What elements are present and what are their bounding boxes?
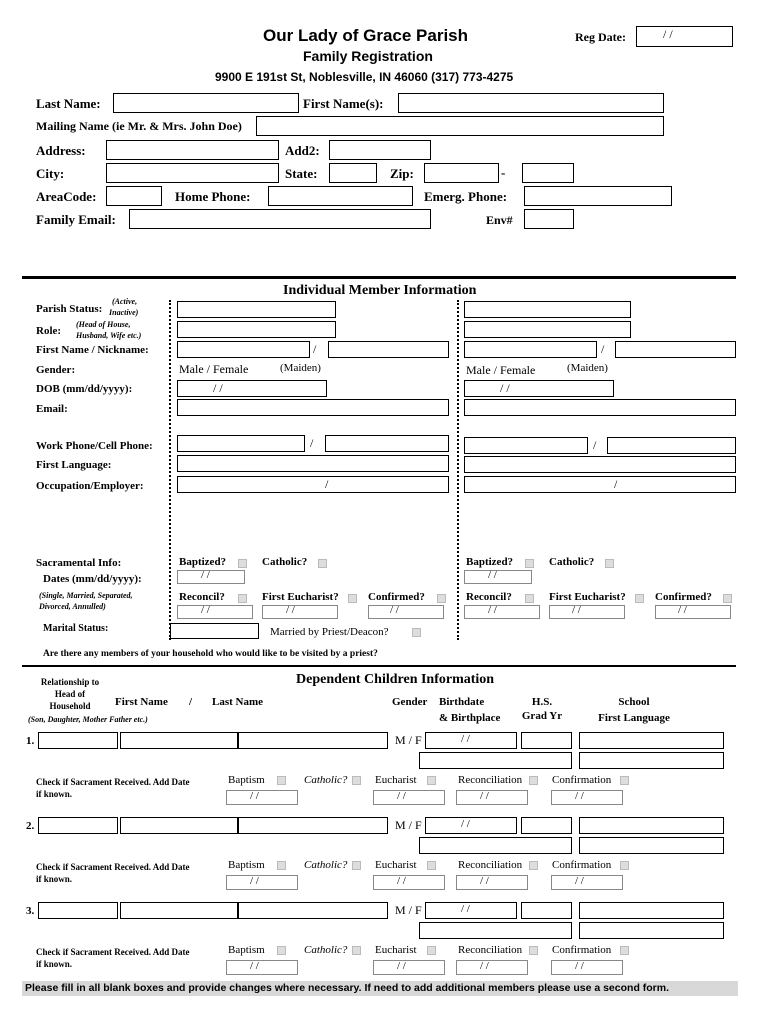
env-label: Env# — [486, 213, 513, 227]
child2-confirmation-date-sep: / / — [575, 875, 584, 887]
child2-birthplace-field[interactable] — [419, 837, 572, 854]
member2-confirmed-date-sep: / / — [678, 604, 687, 616]
family-email-label: Family Email: — [36, 212, 116, 227]
member2-eucharist-label: First Eucharist? — [549, 591, 626, 603]
member1-confirmed-date-field[interactable] — [368, 605, 444, 619]
member1-first-name-field[interactable] — [177, 341, 310, 358]
child2-number: 2. — [26, 820, 35, 832]
child3-confirmation-checkbox[interactable] — [620, 946, 629, 955]
emerg-phone-label: Emerg. Phone: — [424, 189, 508, 204]
zip-dash: - — [501, 165, 506, 180]
zip-ext-field[interactable] — [522, 163, 574, 183]
child2-catholic-label: Catholic? — [304, 859, 348, 871]
child1-birthdate-sep: / / — [461, 733, 470, 745]
area-code-label: AreaCode: — [36, 189, 97, 204]
individual-section-title: Individual Member Information — [283, 283, 477, 298]
member2-role-field[interactable] — [464, 321, 631, 338]
emerg-phone-field[interactable] — [524, 186, 672, 206]
child3-language-field[interactable] — [579, 922, 724, 939]
marital-status-field[interactable] — [170, 623, 259, 639]
member1-reconcil-checkbox[interactable] — [238, 594, 247, 603]
column-divider-middle — [457, 300, 459, 640]
child2-birthdate-sep: / / — [461, 818, 470, 830]
member1-eucharist-date-field[interactable] — [262, 605, 338, 619]
child1-eucharist-date-sep: / / — [397, 790, 406, 802]
child2-relationship-field[interactable] — [38, 817, 118, 834]
child3-eucharist-checkbox[interactable] — [427, 946, 436, 955]
name-slash-header: / — [189, 696, 193, 708]
mailing-name-label: Mailing Name (ie Mr. & Mrs. John Doe) — [36, 119, 242, 133]
occupation-label: Occupation/Employer: — [36, 480, 144, 492]
member2-confirmed-date-field[interactable] — [655, 605, 731, 619]
member1-confirmed-date-sep: / / — [390, 604, 399, 616]
member1-baptized-label: Baptized? — [179, 556, 227, 568]
child1-catholic-label: Catholic? — [304, 774, 348, 786]
member1-reconcil-label: Reconcil? — [179, 591, 225, 603]
child3-catholic-checkbox[interactable] — [352, 946, 361, 955]
child1-school-field[interactable] — [579, 732, 724, 749]
child2-baptism-date-sep: / / — [250, 875, 259, 887]
marital-hint-2: Divorced, Annulled) — [39, 602, 106, 611]
role-label: Role: — [36, 325, 62, 337]
member1-email-field[interactable] — [177, 399, 449, 416]
member1-confirmed-label: Confirmed? — [368, 591, 425, 603]
member2-reconcil-date-field[interactable] — [464, 605, 540, 619]
child2-reconciliation-date-field[interactable] — [456, 875, 528, 890]
member2-confirmed-label: Confirmed? — [655, 591, 712, 603]
child2-eucharist-checkbox[interactable] — [427, 861, 436, 870]
child1-baptism-checkbox[interactable] — [277, 776, 286, 785]
member1-reconcil-date-field[interactable] — [177, 605, 253, 619]
add2-label: Add2: — [285, 143, 320, 158]
child3-baptism-date-sep: / / — [250, 960, 259, 972]
home-phone-field[interactable] — [268, 186, 413, 206]
member1-role-field[interactable] — [177, 321, 336, 338]
role-hint-1: (Head of House, — [76, 320, 131, 329]
child2-reconciliation-checkbox[interactable] — [529, 861, 538, 870]
child2-eucharist-label: Eucharist — [375, 859, 417, 871]
child3-reconciliation-label: Reconciliation — [458, 944, 523, 956]
member1-baptized-date-sep: / / — [201, 569, 210, 581]
child1-first-name-field[interactable] — [120, 732, 238, 749]
member1-dob-separators: / / — [213, 381, 223, 395]
member1-gender-options[interactable]: Male / Female — [179, 362, 249, 376]
member2-work-phone-field[interactable] — [464, 437, 588, 454]
member2-occupation-field[interactable] — [464, 476, 736, 493]
member2-catholic-label: Catholic? — [549, 556, 595, 568]
column-divider-left — [169, 300, 171, 640]
relationship-header-2: Head of — [54, 689, 86, 699]
child1-baptism-date-field[interactable] — [226, 790, 298, 805]
member1-work-phone-field[interactable] — [177, 435, 305, 452]
child1-eucharist-label: Eucharist — [375, 774, 417, 786]
child1-reconciliation-label: Reconciliation — [458, 774, 523, 786]
first-nickname-label: First Name / Nickname: — [36, 344, 149, 356]
member2-reconcil-checkbox[interactable] — [525, 594, 534, 603]
address-field[interactable] — [106, 140, 279, 160]
section-divider-thick — [22, 276, 736, 279]
child3-school-field[interactable] — [579, 902, 724, 919]
child2-reconciliation-date-sep: / / — [480, 875, 489, 887]
child1-number: 1. — [26, 735, 35, 747]
child3-baptism-label: Baptism — [228, 944, 265, 956]
member2-confirmed-checkbox[interactable] — [723, 594, 732, 603]
member1-baptized-checkbox[interactable] — [238, 559, 247, 568]
member2-dob-separators: / / — [500, 381, 510, 395]
child1-confirmation-checkbox[interactable] — [620, 776, 629, 785]
role-hint-2: Husband, Wife etc.) — [76, 331, 142, 340]
dates-label: Dates (mm/dd/yyyy): — [43, 573, 142, 585]
marital-hint-1: (Single, Married, Separated, — [39, 591, 133, 600]
city-label: City: — [36, 166, 65, 181]
child1-confirmation-date-field[interactable] — [551, 790, 623, 805]
child3-catholic-label: Catholic? — [304, 944, 348, 956]
child2-language-field[interactable] — [579, 837, 724, 854]
child1-reconciliation-date-field[interactable] — [456, 790, 528, 805]
relationship-header-3: Household — [49, 701, 91, 711]
member1-language-field[interactable] — [177, 455, 449, 472]
member1-phone-slash: / — [310, 436, 314, 450]
child3-check-note-2: if known. — [36, 959, 73, 969]
dependents-section-title: Dependent Children Information — [296, 672, 495, 687]
member2-parish-status-field[interactable] — [464, 301, 631, 318]
child1-check-note-1: Check if Sacrament Received. Add Date — [36, 777, 190, 787]
child1-gender-options[interactable]: M / F — [395, 733, 422, 747]
school-header-2: First Language — [598, 712, 670, 724]
member1-catholic-checkbox[interactable] — [318, 559, 327, 568]
child2-confirmation-checkbox[interactable] — [620, 861, 629, 870]
relationship-header-1: Relationship to — [40, 677, 100, 687]
member1-name-slash: / — [313, 342, 317, 356]
child3-eucharist-label: Eucharist — [375, 944, 417, 956]
state-label: State: — [285, 166, 318, 181]
child1-confirmation-label: Confirmation — [552, 774, 612, 786]
child3-eucharist-date-sep: / / — [397, 960, 406, 972]
child2-baptism-date-field[interactable] — [226, 875, 298, 890]
child1-eucharist-date-field[interactable] — [373, 790, 445, 805]
home-phone-label: Home Phone: — [175, 189, 251, 204]
dob-label: DOB (mm/dd/yyyy): — [36, 383, 133, 395]
child3-relationship-field[interactable] — [38, 902, 118, 919]
member1-parish-status-field[interactable] — [177, 301, 336, 318]
member1-catholic-label: Catholic? — [262, 556, 308, 568]
member2-maiden-field[interactable] — [464, 380, 614, 397]
gender-header: Gender — [392, 696, 428, 708]
member2-eucharist-date-field[interactable] — [549, 605, 625, 619]
married-by-label: Married by Priest/Deacon? — [270, 626, 389, 638]
child2-birthdate-field[interactable] — [425, 817, 517, 834]
member2-language-field[interactable] — [464, 456, 736, 473]
child2-catholic-checkbox[interactable] — [352, 861, 361, 870]
child3-birthdate-field[interactable] — [425, 902, 517, 919]
child2-confirmation-date-field[interactable] — [551, 875, 623, 890]
birthdate-header-1: Birthdate — [439, 696, 485, 708]
child2-baptism-label: Baptism — [228, 859, 265, 871]
address-label: Address: — [36, 143, 86, 158]
child3-last-name-field[interactable] — [238, 902, 388, 919]
member2-reconcil-label: Reconcil? — [466, 591, 512, 603]
child2-last-name-field[interactable] — [238, 817, 388, 834]
child3-confirmation-date-field[interactable] — [551, 960, 623, 975]
child1-grad-year-field[interactable] — [521, 732, 572, 749]
child3-birthplace-field[interactable] — [419, 922, 572, 939]
add2-field[interactable] — [329, 140, 431, 160]
sacramental-label: Sacramental Info: — [36, 557, 122, 569]
member2-reconcil-date-sep: / / — [488, 604, 497, 616]
last-name-header: Last Name — [212, 696, 264, 708]
child3-baptism-checkbox[interactable] — [277, 946, 286, 955]
work-phone-label: Work Phone/Cell Phone: — [36, 440, 153, 452]
zip-label: Zip: — [390, 166, 414, 181]
visit-question: Are there any members of your household who would like to be visited by a priest? — [43, 649, 378, 659]
hs-header-1: H.S. — [531, 696, 553, 708]
parish-address: 9900 E 191st St, Noblesville, IN 46060 (317) 773-4275 — [215, 70, 514, 84]
child1-birthplace-field[interactable] — [419, 752, 572, 769]
child3-check-note-1: Check if Sacrament Received. Add Date — [36, 947, 190, 957]
parish-status-label: Parish Status: — [36, 303, 103, 315]
mailing-name-field[interactable] — [256, 116, 664, 136]
child1-baptism-label: Baptism — [228, 774, 265, 786]
member1-eucharist-label: First Eucharist? — [262, 591, 339, 603]
member2-eucharist-checkbox[interactable] — [635, 594, 644, 603]
first-names-field[interactable] — [398, 93, 664, 113]
member2-maiden-label: (Maiden) — [567, 362, 608, 374]
member2-baptized-date-sep: / / — [488, 569, 497, 581]
parish-status-hint-2: Inactive) — [109, 308, 139, 317]
first-language-label: First Language: — [36, 459, 112, 471]
child2-check-note-1: Check if Sacrament Received. Add Date — [36, 862, 190, 872]
child3-baptism-date-field[interactable] — [226, 960, 298, 975]
member1-maiden-field[interactable] — [177, 380, 327, 397]
page-subtitle: Family Registration — [303, 48, 433, 64]
child2-grad-year-field[interactable] — [521, 817, 572, 834]
last-name-label: Last Name: — [36, 96, 101, 111]
child3-gender-options[interactable]: M / F — [395, 903, 422, 917]
first-name-header: First Name — [115, 696, 168, 708]
gender-label: Gender: — [36, 364, 76, 376]
member2-occupation-slash: / — [614, 477, 618, 491]
child3-confirmation-label: Confirmation — [552, 944, 612, 956]
child3-eucharist-date-field[interactable] — [373, 960, 445, 975]
member1-cell-phone-field[interactable] — [325, 435, 449, 452]
child1-eucharist-checkbox[interactable] — [427, 776, 436, 785]
child2-check-note-2: if known. — [36, 874, 73, 884]
state-field[interactable] — [329, 163, 377, 183]
child3-confirmation-date-sep: / / — [575, 960, 584, 972]
child2-first-name-field[interactable] — [120, 817, 238, 834]
member2-gender-options[interactable]: Male / Female — [466, 363, 536, 377]
member2-baptized-label: Baptized? — [466, 556, 514, 568]
child1-language-field[interactable] — [579, 752, 724, 769]
child1-last-name-field[interactable] — [238, 732, 388, 749]
child2-eucharist-date-field[interactable] — [373, 875, 445, 890]
section-divider-thin — [22, 665, 736, 667]
child3-birthdate-sep: / / — [461, 903, 470, 915]
relationship-hint: (Son, Daughter, Mother Father etc.) — [28, 715, 148, 724]
child3-reconciliation-date-sep: / / — [480, 960, 489, 972]
child1-reconciliation-date-sep: / / — [480, 790, 489, 802]
marital-status-label: Marital Status: — [43, 623, 109, 634]
member1-occupation-field[interactable] — [177, 476, 449, 493]
member1-confirmed-checkbox[interactable] — [437, 594, 446, 603]
child3-grad-year-field[interactable] — [521, 902, 572, 919]
member2-eucharist-date-sep: / / — [572, 604, 581, 616]
child2-reconciliation-label: Reconciliation — [458, 859, 523, 871]
reg-date-separators: / / — [663, 27, 673, 41]
birthdate-header-2: & Birthplace — [439, 712, 501, 724]
member1-maiden-label: (Maiden) — [280, 362, 321, 374]
child1-confirmation-date-sep: / / — [575, 790, 584, 802]
parish-status-hint-1: (Active, — [112, 297, 138, 306]
member2-catholic-checkbox[interactable] — [605, 559, 614, 568]
child3-reconciliation-date-field[interactable] — [456, 960, 528, 975]
child3-first-name-field[interactable] — [120, 902, 238, 919]
child1-catholic-checkbox[interactable] — [352, 776, 361, 785]
reg-date-label: Reg Date: — [575, 30, 626, 44]
member2-cell-phone-field[interactable] — [607, 437, 736, 454]
zip-field[interactable] — [424, 163, 499, 183]
member1-eucharist-date-sep: / / — [286, 604, 295, 616]
area-code-field[interactable] — [106, 186, 162, 206]
school-header-1: School — [618, 696, 650, 708]
member1-nickname-field[interactable] — [328, 341, 449, 358]
email-label: Email: — [36, 403, 68, 415]
member2-email-field[interactable] — [464, 399, 736, 416]
page-title: Our Lady of Grace Parish — [263, 26, 469, 45]
child2-eucharist-date-sep: / / — [397, 875, 406, 887]
first-names-label: First Name(s): — [303, 96, 384, 111]
member1-eucharist-checkbox[interactable] — [348, 594, 357, 603]
member2-first-name-field[interactable] — [464, 341, 597, 358]
child1-check-note-2: if known. — [36, 789, 73, 799]
member2-phone-slash: / — [593, 438, 597, 452]
member2-baptized-date-field[interactable] — [464, 570, 532, 584]
family-email-field[interactable] — [129, 209, 431, 229]
child3-number: 3. — [26, 905, 35, 917]
married-by-checkbox[interactable] — [412, 628, 421, 637]
child2-baptism-checkbox[interactable] — [277, 861, 286, 870]
child1-reconciliation-checkbox[interactable] — [529, 776, 538, 785]
member1-occupation-slash: / — [325, 477, 329, 491]
child2-confirmation-label: Confirmation — [552, 859, 612, 871]
member2-nickname-field[interactable] — [615, 341, 736, 358]
child2-gender-options[interactable]: M / F — [395, 818, 422, 832]
hs-header-2: Grad Yr — [521, 710, 563, 722]
city-field[interactable] — [106, 163, 279, 183]
child1-birthdate-field[interactable] — [425, 732, 517, 749]
last-name-field[interactable] — [113, 93, 299, 113]
reg-date-field[interactable] — [636, 26, 733, 47]
child3-reconciliation-checkbox[interactable] — [529, 946, 538, 955]
env-field[interactable] — [524, 209, 574, 229]
member2-baptized-checkbox[interactable] — [525, 559, 534, 568]
member1-baptized-date-field[interactable] — [177, 570, 245, 584]
member1-reconcil-date-sep: / / — [201, 604, 210, 616]
member2-name-slash: / — [601, 342, 605, 356]
footer-note: Please fill in all blank boxes and provide changes where necessary. If need to add additional members please use a second form. — [22, 981, 738, 996]
child1-baptism-date-sep: / / — [250, 790, 259, 802]
child2-school-field[interactable] — [579, 817, 724, 834]
child1-relationship-field[interactable] — [38, 732, 118, 749]
